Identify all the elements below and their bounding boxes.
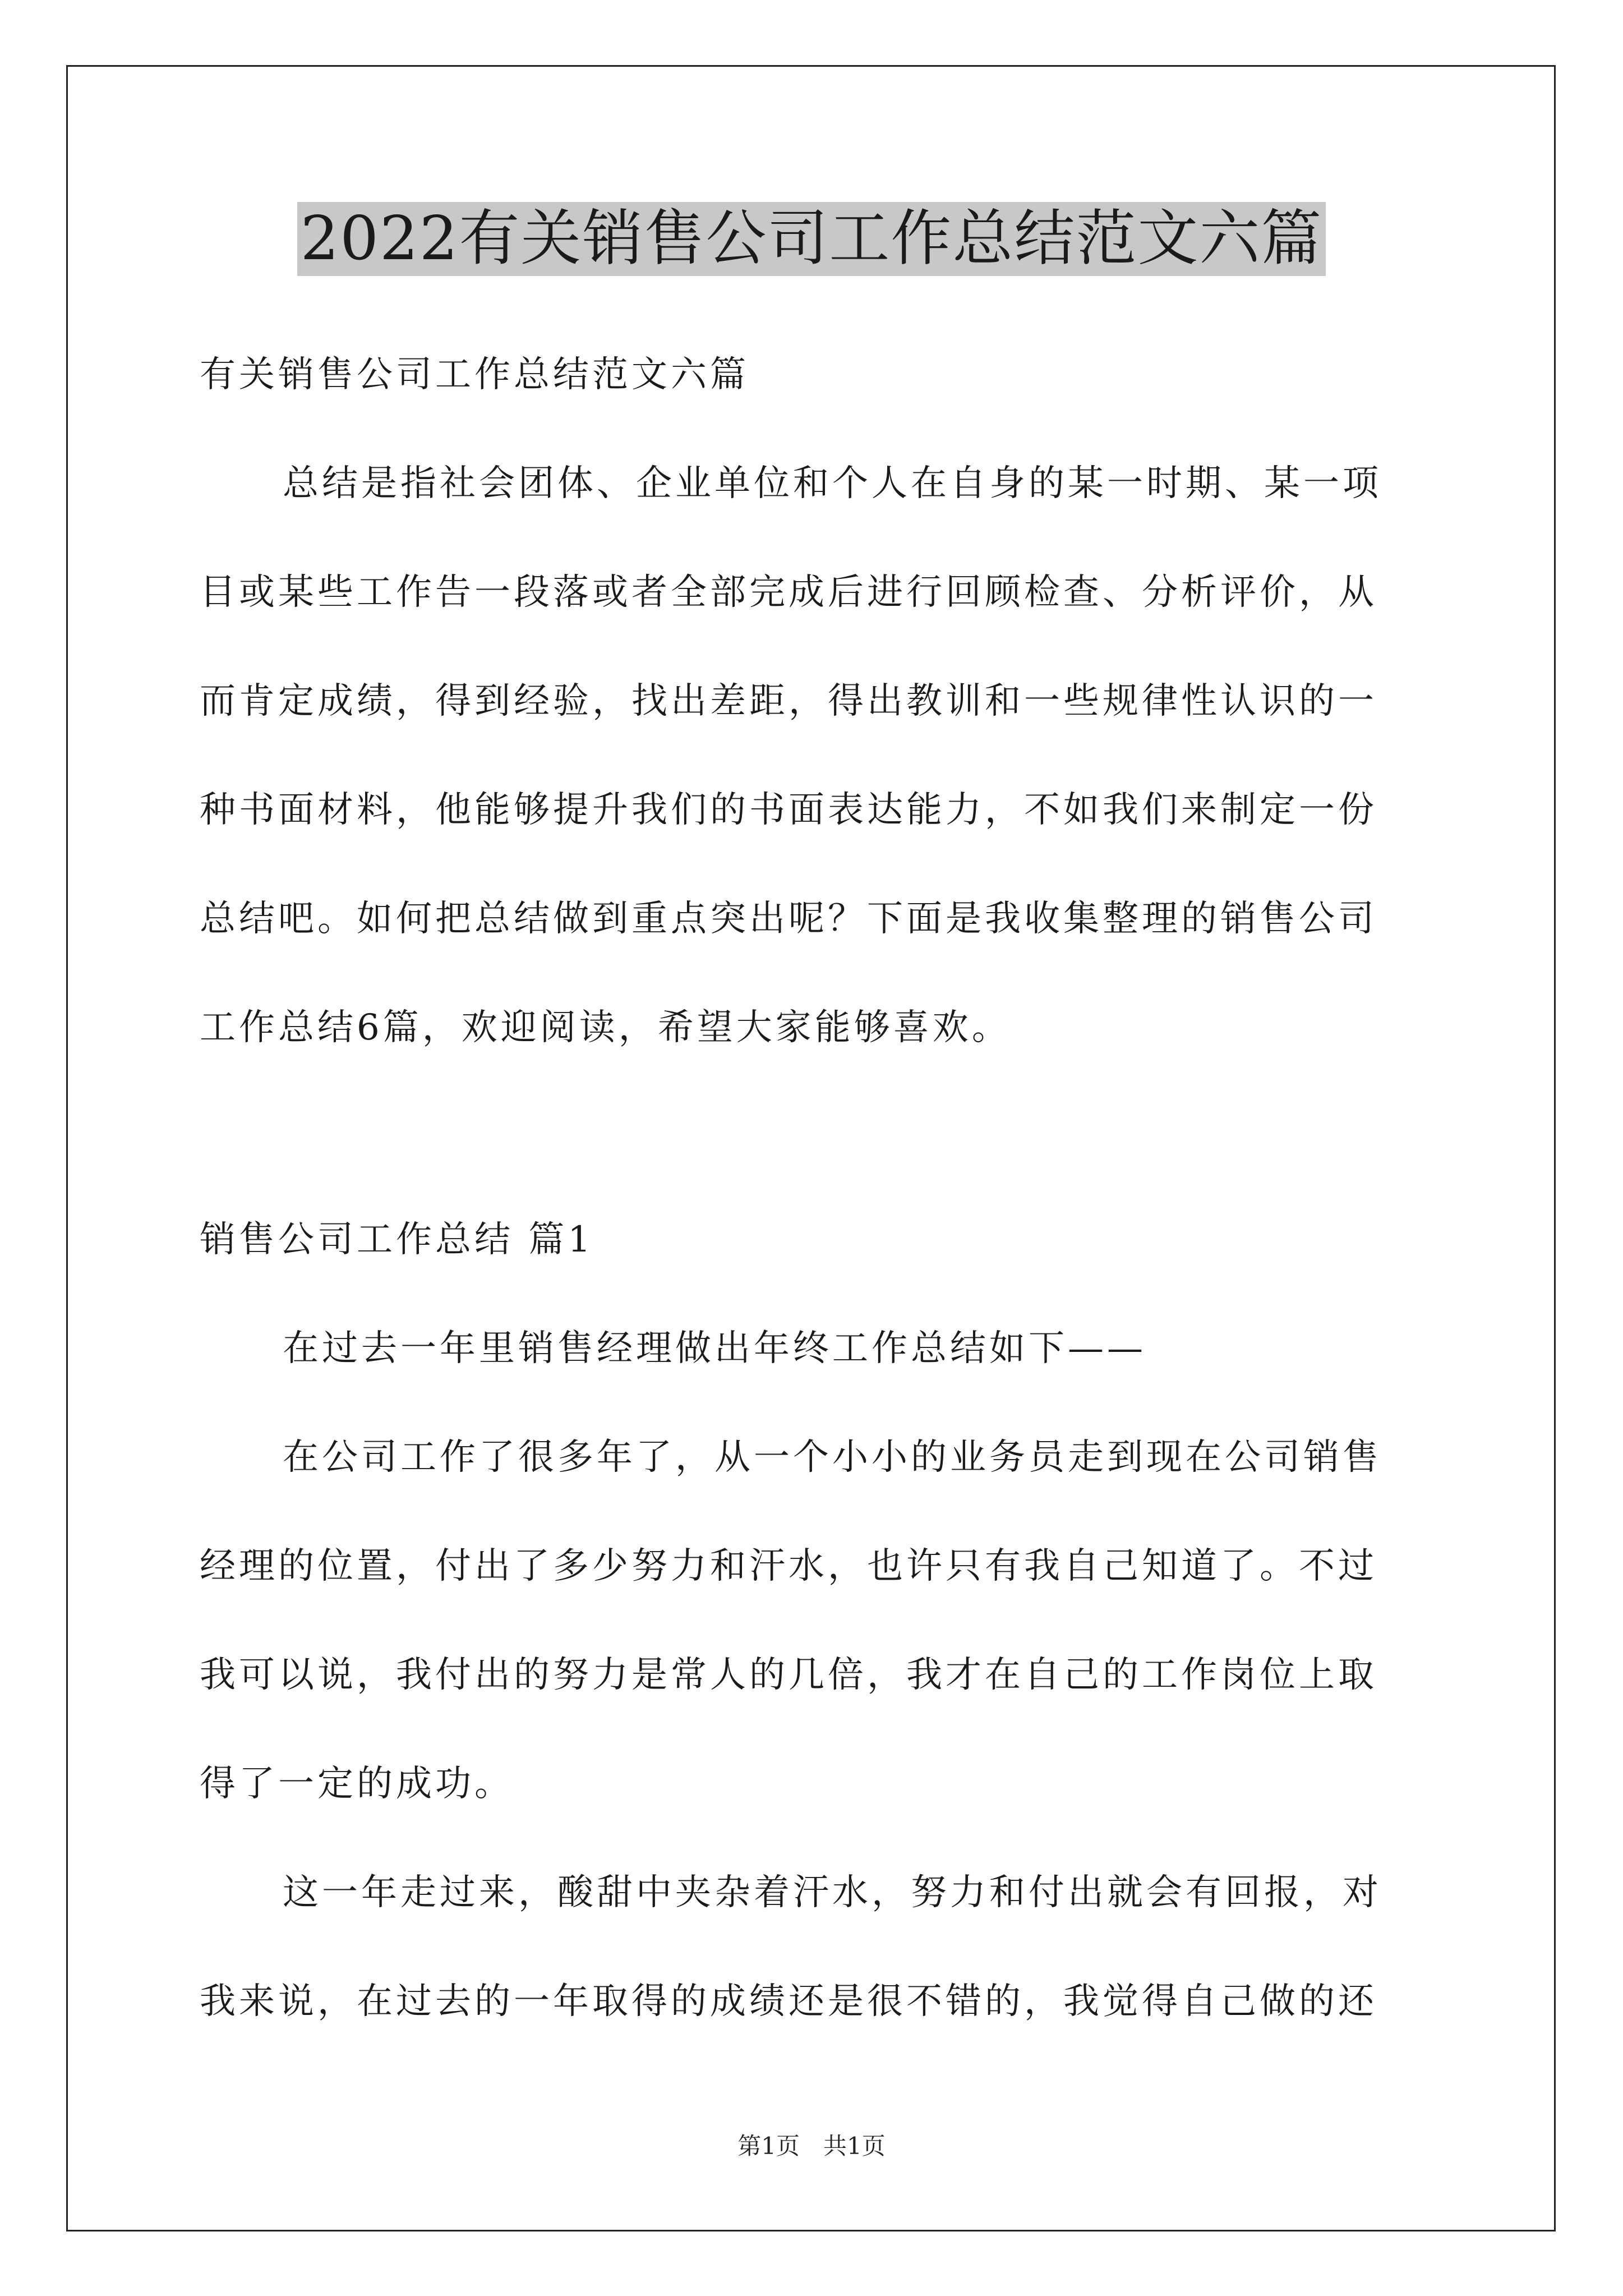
- section-line-1: 在过去一年里销售经理做出年终工作总结如下——: [283, 1328, 1146, 1369]
- intro-line-4: 种书面材料，他能够提升我们的书面表达能力，不如我们来制定一份: [200, 789, 1377, 831]
- section-line-6: 这一年走过来，酸甜中夹杂着汗水，努力和付出就会有回报，对: [283, 1872, 1382, 1913]
- section-line-2: 在公司工作了很多年了，从一个小小的业务员走到现在公司销售: [283, 1437, 1382, 1478]
- intro-line-1: 总结是指社会团体、企业单位和个人在自身的某一时期、某一项: [283, 463, 1382, 504]
- document-subtitle: 有关销售公司工作总结范文六篇: [200, 354, 749, 395]
- section-line-4: 我可以说，我付出的努力是常人的几倍，我才在自己的工作岗位上取: [200, 1654, 1377, 1696]
- document-title: 2022有关销售公司工作总结范文六篇: [297, 202, 1326, 276]
- intro-line-2: 目或某些工作告一段落或者全部完成后进行回顾检查、分析评价，从: [200, 572, 1377, 613]
- section-line-5: 得了一定的成功。: [200, 1763, 514, 1805]
- section-heading: 销售公司工作总结 篇1: [200, 1219, 594, 1260]
- page-footer: 第1页 共1页: [737, 2132, 886, 2160]
- title-container: [0, 202, 1623, 276]
- intro-line-5: 总结吧。如何把总结做到重点突出呢？下面是我收集整理的销售公司: [200, 898, 1377, 940]
- intro-line-3: 而肯定成绩，得到经验，找出差距，得出教训和一些规律性认识的一: [200, 680, 1377, 722]
- section-line-3: 经理的位置，付出了多少努力和汗水，也许只有我自己知道了。不过: [200, 1545, 1377, 1587]
- section-line-7: 我来说，在过去的一年取得的成绩还是很不错的，我觉得自己做的还: [200, 1981, 1377, 2022]
- intro-line-6: 工作总结6篇，欢迎阅读，希望大家能够喜欢。: [200, 1007, 1011, 1048]
